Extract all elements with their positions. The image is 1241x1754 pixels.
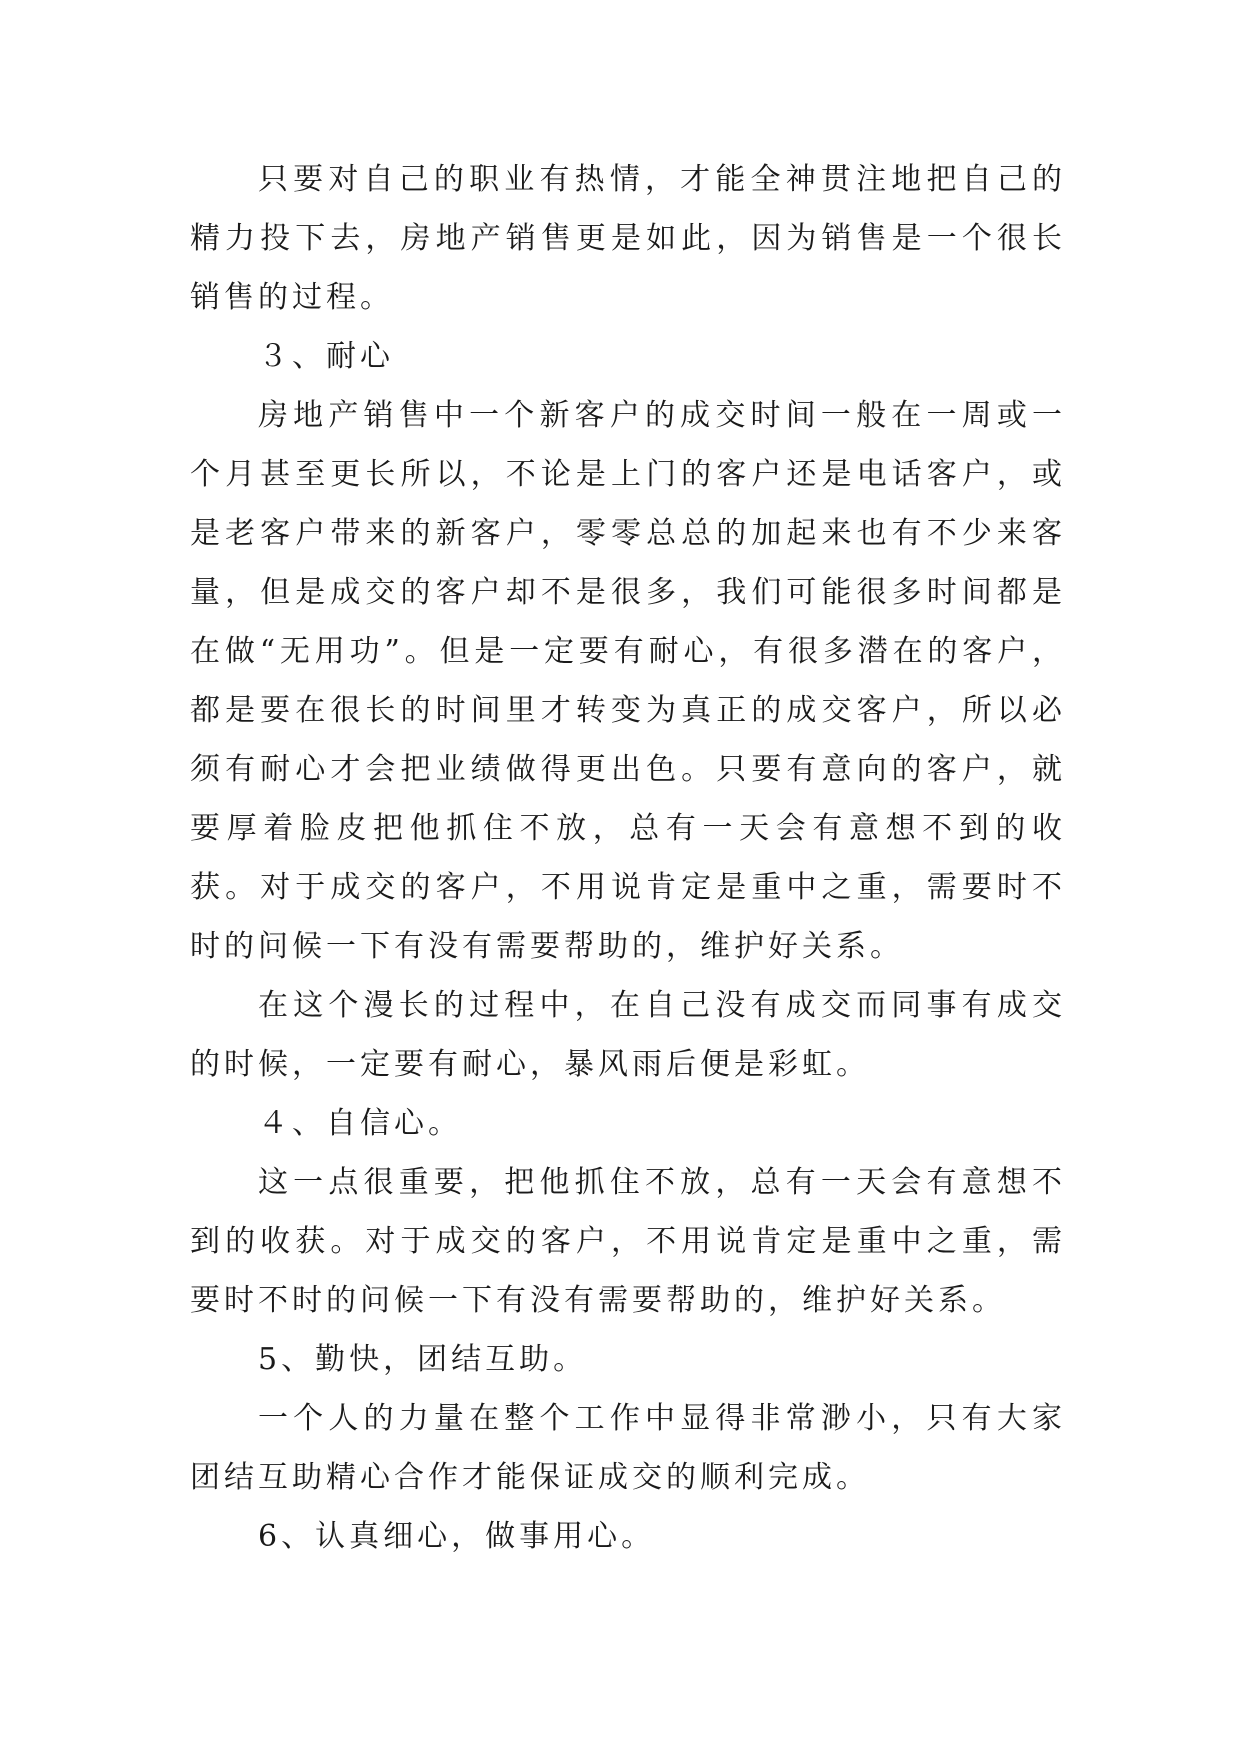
- section-heading-carefulness: 6、认真细心，做事用心。: [258, 1519, 656, 1554]
- section-heading-confidence: ４、自信心。: [258, 1106, 462, 1141]
- document-body: [190, 150, 1066, 1566]
- paragraph-patience: 房地产销售中一个新客户的成交时间一般在一周或一个月甚至更长所以，不论是上门的客户还是电话客户，或是老客户带来的新客户，零零总总的加起来也有不少来客量，但是成交的客户却不是很多，我们可能很多时间都是在做“无用功”。但是一定要有耐心，有很多潜在的客户，都是要在很长的时间里才转变为真正的成交客户，所以必须有耐心才会把业绩做得更出色。只要有意向的客户，就要厚着脸皮把他抓住不放，总有一天会有意想不到的收获。对于成交的客户，不用说肯定是重中之重，需要时不时的问候一下有没有需要帮助的，维护好关系。: [190, 398, 1066, 964]
- paragraph-long-process: 在这个漫长的过程中，在自己没有成交而同事有成交的时候，一定要有耐心，暴风雨后便是彩虹。: [190, 988, 1066, 1082]
- paragraph-teamwork: 一个人的力量在整个工作中显得非常渺小，只有大家团结互助精心合作才能保证成交的顺利完成。: [190, 1401, 1066, 1495]
- paragraph-passion: 只要对自己的职业有热情，才能全神贯注地把自己的精力投下去，房地产销售更是如此，因为销售是一个很长销售的过程。: [190, 162, 1066, 315]
- section-heading-teamwork: 5、勤快，团结互助。: [258, 1342, 588, 1377]
- section-heading-patience: ３、耐心: [258, 339, 394, 374]
- paragraph-confidence: 这一点很重要，把他抓住不放，总有一天会有意想不到的收获。对于成交的客户，不用说肯定是重中之重，需要时不时的问候一下有没有需要帮助的，维护好关系。: [190, 1165, 1066, 1318]
